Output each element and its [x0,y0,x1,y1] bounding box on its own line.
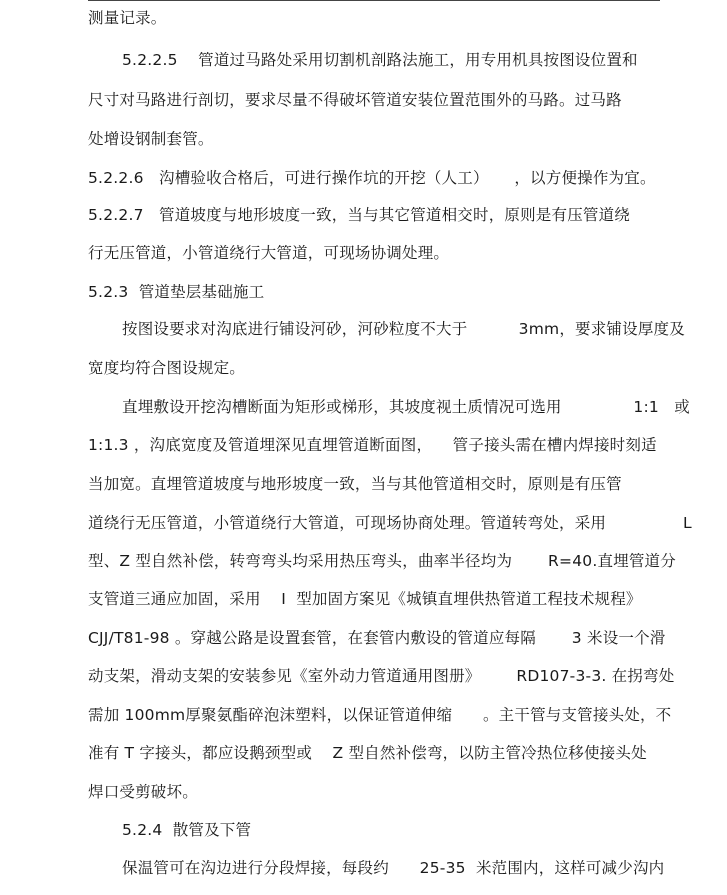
text-line: 按图设要求对沟底进行铺设河砂，河砂粒度不大于 3mm，要求铺设厚度及 [122,320,685,338]
text-line: 5.2.2.7 管道坡度与地形坡度一致，当与其它管道相交时，原则是有压管道绕 [88,206,631,224]
text-line: 动支架，滑动支架的安装参见《室外动力管道通用图册》 RD107-3-3. 在拐弯处 [88,667,675,685]
text-line: 保温管可在沟边进行分段焊接，每段约 25-35 米范围内，这样可减少沟内 [122,859,665,877]
text-line: 需加 100mm厚聚氨酯碎泡沫塑料，以保证管道伸缩 。主干管与支管接头处，不 [88,706,672,724]
text-line: CJJ/T81-98 。穿越公路是设置套管，在套管内敷设的管道应每隔 3 米设一个滑 [88,629,666,647]
text-line: 5.2.2.5 管道过马路处采用切割机剖路法施工，用专用机具按图设位置和 [122,51,638,69]
text-line: 处增设钢制套管。 [88,130,214,148]
text-line: 准有 T 字接头，都应设鹅颈型或 Z 型自然补偿弯，以防主管冷热位移使接头处 [88,744,647,762]
text-line: 当加宽。直埋管道坡度与地形坡度一致，当与其他管道相交时，原则是有压管 [88,475,622,493]
text-line: 直埋敷设开挖沟槽断面为矩形或梯形，其坡度视土质情况可选用 1:1 或 [122,398,691,416]
top-rule [88,0,660,1]
text-line: 1:1.3 ，沟底宽度及管道埋深见直埋管道断面图， 管子接头需在槽内焊接时刻适 [88,436,657,454]
text-line: 型、Z 型自然补偿，转弯弯头均采用热压弯头，曲率半径均为 R=40.直埋管道分 [88,552,676,570]
text-line: 焊口受剪破坏。 [88,783,198,801]
text-line: 宽度均符合图设规定。 [88,359,246,377]
section-heading: 5.2.3 管道垫层基础施工 [88,283,265,301]
section-heading: 5.2.4 散管及下管 [122,821,252,839]
text-line: 5.2.2.6 沟槽验收合格后，可进行操作坑的开挖（人工） ，以方便操作为宜。 [88,169,656,187]
text-line: 行无压管道，小管道绕行大管道，可现场协调处理。 [88,244,450,262]
text-line: 测量记录。 [88,9,167,27]
text-line: 尺寸对马路进行剖切，要求尽量不得破坏管道安装位置范围外的马路。过马路 [88,91,622,109]
text-line: 道绕行无压管道，小管道绕行大管道，可现场协商处理。管道转弯处，采用 L [88,514,692,532]
text-line: 支管道三通应加固，采用 I 型加固方案见《城镇直埋供热管道工程技术规程》 [88,590,642,608]
